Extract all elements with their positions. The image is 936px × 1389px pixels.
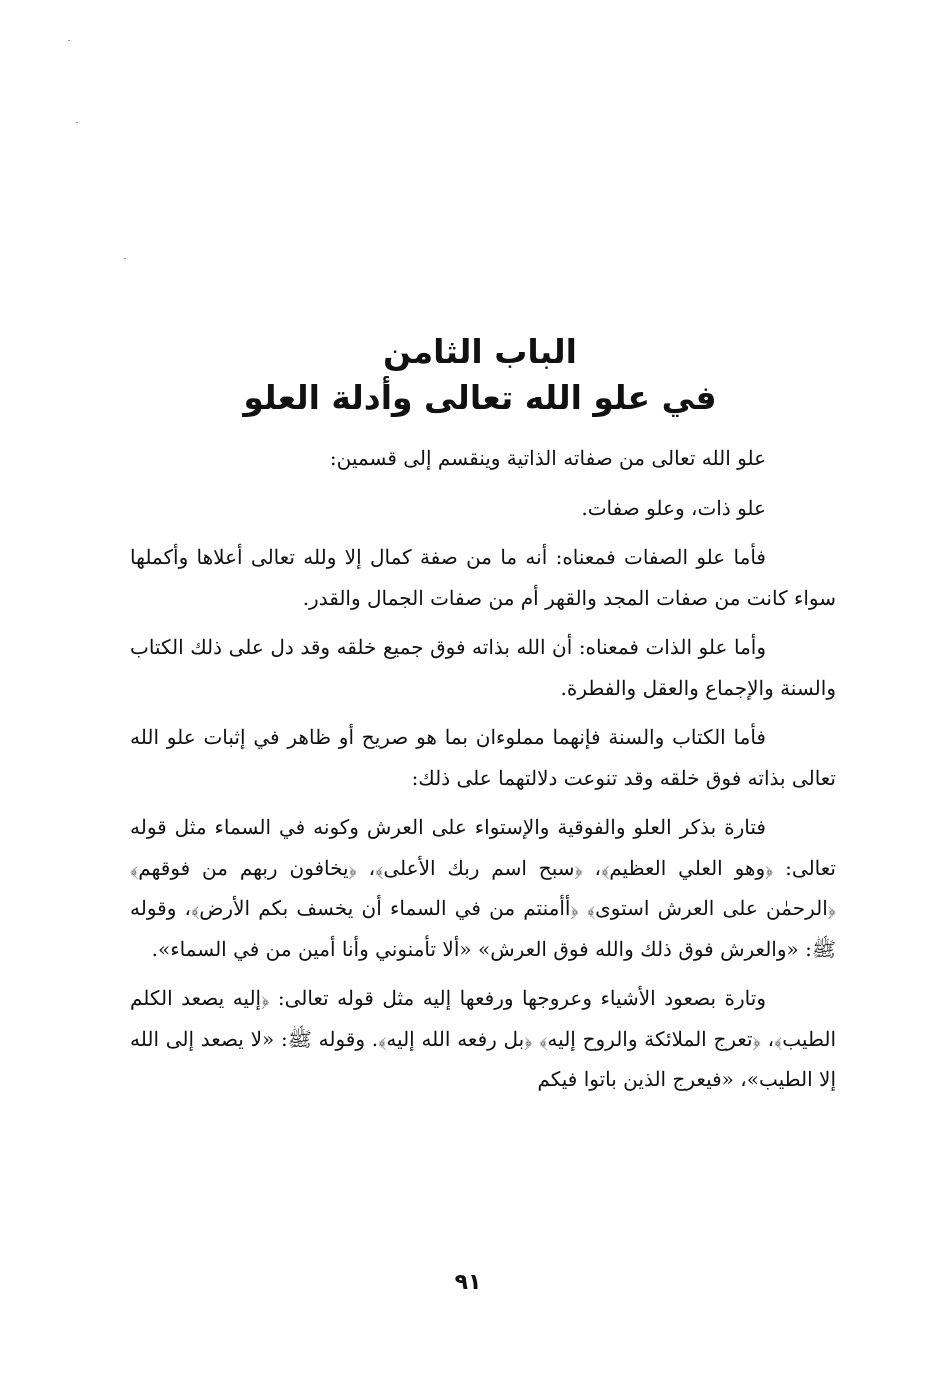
- paragraph-evidence-istiwa: فتارة بذكر العلو والفوقية والإستواء على العرش وكونه في السماء مثل قوله تعالى: ﴿وهو العلي العظيم﴾، ﴿سبح اسم ربك الأعلى﴾، ﴿يخافون ربهم من فوقهم﴾ ﴿الرحمٰن على العرش استوى﴾ ﴿أأمنتم من في السماء أن يخسف بكم الأرض﴾، وقوله ﷺ: «والعرش فوق ذلك والله فوق العرش» «ألا تأمنوني وأنا أمين من في السماء».: [130, 815, 836, 961]
- chapter-heading: [130, 330, 830, 422]
- paragraph-evidence-ascension: وتارة بصعود الأشياء وعروجها ورفعها إليه مثل قوله تعالى: ﴿إليه يصعد الكلم الطيب﴾، ﴿تعرج الملائكة والروح إليه﴾ ﴿بل رفعه الله إليه﴾. وقوله ﷺ: «لا يصعد إلى الله إلا الطيب»، «فيعرج الذين باتوا فيكم: [130, 986, 836, 1091]
- paragraph-essence-height: وأما علو الذات فمعناه: أن الله بذاته فوق جميع خلقه وقد دل على ذلك الكتاب والسنة والإجماع والعقل والفطرة.: [130, 635, 836, 700]
- chapter-label: الباب الثامن: [383, 332, 577, 371]
- paragraph-divisions: علو ذات، وعلو صفات.: [581, 495, 766, 520]
- page-number: ٩١: [454, 1270, 482, 1295]
- paragraph-intro: علو الله تعالى من صفاته الذاتية وينقسم إلى قسمين:: [329, 446, 766, 470]
- chapter-title: في علو الله تعالى وأدلة العلو: [243, 378, 717, 417]
- paragraph-attributes-height: فأما علو الصفات فمعناه: أنه ما من صفة كمال إلا ولله تعالى أعلاها وأكملها سواء كانت من صفات المجد والقهر أم من صفات الجمال والقدر.: [130, 545, 836, 610]
- speck: [68, 40, 70, 41]
- body-text: [130, 438, 836, 1109]
- paragraph-book-sunnah: فأما الكتاب والسنة فإنهما مملوءان بما هو صريح أو ظاهر في إثبات علو الله تعالى بذاته فوق خلقه وقد تنوعت دلالتهما على ذلك:: [130, 725, 836, 790]
- speck: [124, 258, 126, 259]
- speck: [76, 122, 78, 123]
